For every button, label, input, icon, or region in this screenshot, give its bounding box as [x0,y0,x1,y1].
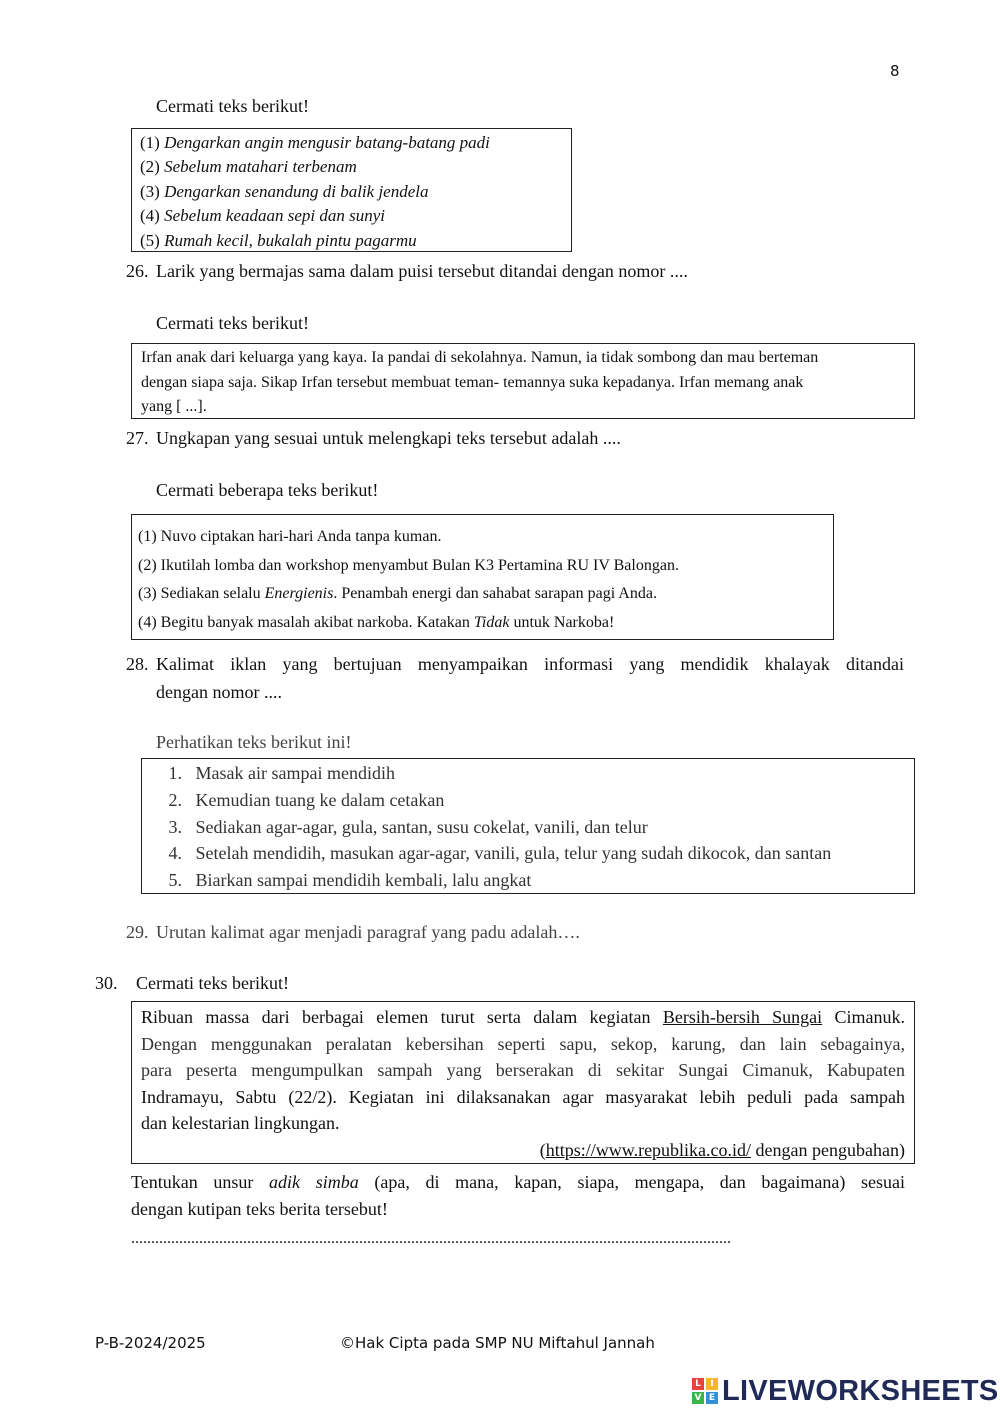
instruction-28: Cermati beberapa teks berikut! [156,480,379,500]
step-item: 5. Biarkan sampai mendidih kembali, lalu angkat [168,870,532,891]
instruction-26: Cermati teks berikut! [156,96,309,116]
question-text: Urutan kalimat agar menjadi paragraf yang padu adalah…. [156,922,580,942]
paragraph-line: dengan siapa saja. Sikap Irfan tersebut membuat teman- temannya suka kepadanya. Irfan memang anak [141,373,804,391]
instruction-30: Cermati teks berikut! [136,973,289,993]
page-number: 8 [890,62,900,80]
ad-item: (2) Ikutilah lomba dan workshop menyambut Bulan K3 Pertamina RU IV Balongan. [138,556,679,574]
question-text: Ungkapan yang sesuai untuk melengkapi teks tersebut adalah .... [156,428,621,448]
news-line: Ribuan massa dari berbagai elemen turut serta dalam kegiatan Bersih-bersih Sungai Cimanuk. [141,1007,906,1027]
ad-item: (1) Nuvo ciptakan hari-hari Anda tanpa kuman. [138,528,442,545]
step-item: 2. Kemudian tuang ke dalam cetakan [168,789,445,810]
question-number: 27. [126,428,149,448]
news-box [131,1001,915,1164]
ad-item: (3) Sediakan selalu Energienis. Penambah energi dan sahabat sarapan pagi Anda. [138,585,657,602]
news-source: (https://www.republika.co.id/ dengan pengubahan) [539,1139,905,1160]
step-item: 3. Sediakan agar-agar, gula, santan, susu cokelat, vanili, dan telur [168,816,648,837]
task-line-1: Tentukan unsur adik simba (apa, di mana, kapan, siapa, mengapa, dan bagaimana) sesuai [131,1172,905,1192]
steps-box [141,758,915,894]
news-link: Bersih-bersih Sungai [662,1007,823,1027]
news-line: Dengan menggunakan peralatan kebersihan seperti sapu, sekop, karung, dan lain sebagainya, [141,1033,905,1054]
poem-line: (4) Sebelum keadaan sepi dan sunyi [140,206,386,226]
brand-name: LIVEWORKSHEETS [722,1374,999,1407]
live-badge-icon [692,1378,718,1404]
task-line-2: dengan kutipan teks berita tersebut! [131,1199,388,1219]
ad-box [131,514,834,640]
footer-code: P-B-2024/2025 [95,1334,206,1352]
task-30 [131,1169,905,1223]
poem-box [131,128,572,252]
liveworksheets-logo[interactable] [692,1374,999,1408]
question-text: Larik yang bermajas sama dalam puisi tersebut ditandai dengan nomor .... [156,261,688,281]
paragraph-line: Irfan anak dari keluarga yang kaya. Ia pandai di sekolahnya. Namun, ia tidak sombong dan mau berteman [141,349,819,366]
footer-copyright: ©Hak Cipta pada SMP NU Miftahul Jannah [340,1334,655,1352]
question-text-line-2: dengan nomor .... [156,682,282,702]
badge-letter: L [692,1378,704,1390]
instruction-29: Perhatikan teks berikut ini! [156,732,352,752]
step-item: 1. Masak air sampai mendidih [168,763,395,783]
poem-line: (1) Dengarkan angin mengusir batang-batang padi [140,133,490,152]
source-link[interactable]: https://www.republika.co.id/ [545,1139,752,1160]
poem-line: (5) Rumah kecil, bukalah pintu pagarmu [140,230,417,250]
badge-letter: V [692,1392,704,1404]
news-line: para peserta mengumpulkan sampah yang berserakan di sekitar Sungai Cimanuk, Kabupaten [141,1060,905,1080]
ad-item: (4) Begitu banyak masalah akibat narkoba. Katakan Tidak untuk Narkoba! [138,613,615,631]
instruction-27: Cermati teks berikut! [156,313,309,333]
step-item: 4. Setelah mendidih, masukan agar-agar, vanili, gula, telur yang sudah dikocok, dan santan [168,843,832,864]
question-number: 28. [126,654,149,674]
poem-line: (3) Dengarkan senandung di balik jendela [140,181,429,201]
question-number: 30. [95,973,118,993]
poem-line: (2) Sebelum matahari terbenam [140,157,357,177]
question-number: 26. [126,261,149,281]
paragraph-line: yang [ ...]. [141,398,207,415]
question-text-line-1: Kalimat iklan yang bertujuan menyampaikan informasi yang mendidik khalayak ditandai [156,654,904,674]
badge-letter: I [706,1378,718,1390]
text-box-27 [131,343,915,419]
news-line: dan kelestarian lingkungan. [141,1113,340,1133]
answer-line[interactable]: ...................................................................................................................................................... [131,1230,731,1247]
badge-letter: E [706,1392,718,1404]
question-number: 29. [126,922,149,942]
news-line: Indramayu, Sabtu (22/2). Kegiatan ini dilaksanakan agar masyarakat lebih peduli pada sampah [141,1086,905,1107]
